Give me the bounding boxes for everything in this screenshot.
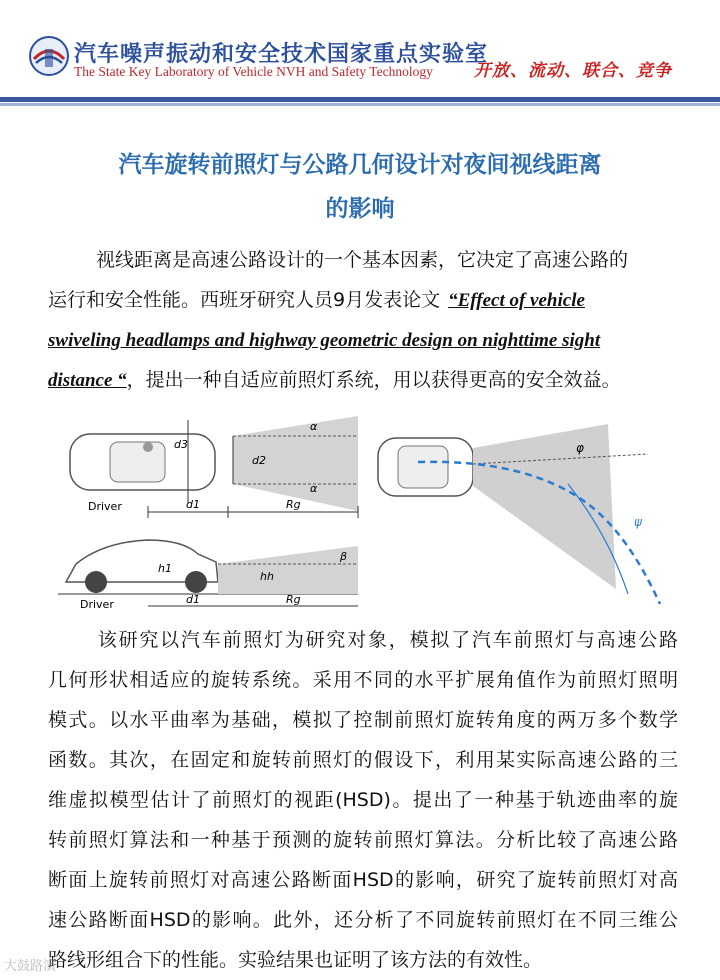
- method-line: 断面上旋转前照灯对高速公路断面HSD的影响，研究了旋转前照灯对高: [48, 869, 678, 891]
- intro-line4: ，提出一种自适应前照灯系统，用以获得更高的安全效益。: [126, 369, 621, 391]
- paper-title-part2: swiveling headlamps and highway geometric design on nighttime sight: [48, 330, 601, 351]
- label-driver-top: Driver: [88, 500, 122, 513]
- swivel-plan-view: [378, 424, 660, 604]
- page-header: [0, 0, 720, 106]
- intro-paragraph: [48, 240, 678, 400]
- intro-line1: 视线距离是高速公路设计的一个基本因素，它决定了高速公路的: [96, 249, 629, 271]
- label-driver-side: Driver: [80, 598, 114, 611]
- label-h1: h1: [158, 562, 172, 575]
- method-line: 维虚拟模型估计了前照灯的视距(HSD)。提出了一种基于轨迹曲率的旋: [48, 789, 678, 811]
- method-line: 几何形状相适应的旋转系统。采用不同的水平扩展角值作为前照灯照明: [48, 669, 678, 691]
- label-psi: ψ: [634, 515, 642, 529]
- header-divider-light: [0, 103, 720, 106]
- label-d1-side: d1: [186, 593, 200, 606]
- lab-logo-icon: [28, 35, 70, 77]
- lab-slogan: 开放、流动、联合、竞争: [474, 61, 672, 81]
- label-rg-side: Rg: [286, 593, 301, 606]
- beam-side-view: [218, 546, 358, 594]
- label-hh: hh: [260, 570, 274, 583]
- header-divider: [0, 97, 720, 102]
- method-line: 路线形组合下的性能。实验结果也证明了该方法的有效性。: [48, 949, 543, 971]
- watermark: 大鼓路演: [4, 959, 57, 974]
- label-d3: d3: [174, 438, 188, 451]
- lab-name-en: The State Key Laboratory of Vehicle NVH and Safety Technology: [74, 64, 433, 79]
- lab-name-cn: 汽车噪声振动和安全技术国家重点实验室: [74, 42, 489, 67]
- label-d2: d2: [252, 454, 266, 467]
- paper-title-part1: “Effect of vehicle: [448, 290, 585, 311]
- label-alpha-top: α: [310, 420, 318, 433]
- method-line: 函数。其次，在固定和旋转前照灯的假设下，利用某实际高速公路的三: [48, 749, 678, 771]
- driver-head-icon: [143, 442, 153, 452]
- label-phi: φ: [576, 441, 584, 455]
- method-line: 该研究以汽车前照灯为研究对象，模拟了汽车前照灯与高速公路: [96, 629, 678, 651]
- label-alpha-bottom: α: [310, 482, 318, 495]
- article-title-line1: 汽车旋转前照灯与公路几何设计对夜间视线距离: [118, 152, 602, 178]
- method-paragraph: [48, 620, 678, 980]
- method-line: 模式。以水平曲率为基础，模拟了控制前照灯旋转角度的两万多个数学: [48, 709, 678, 731]
- method-line: 速公路断面HSD的影响。此外，还分析了不同旋转前照灯在不同三维公: [48, 909, 678, 931]
- method-line: 转前照灯算法和一种基于预测的旋转前照灯算法。分析比较了高速公路: [48, 829, 678, 851]
- label-d1-top: d1: [186, 498, 200, 511]
- car-top-view: [70, 420, 215, 504]
- intro-line2: 运行和安全性能。西班牙研究人员9月发表论文: [48, 289, 441, 311]
- paper-title-part3: distance “: [48, 370, 127, 391]
- label-rg-top: Rg: [286, 498, 301, 511]
- headlamp-geometry-figure: [48, 414, 678, 619]
- article-title-line2: 的影响: [325, 196, 395, 222]
- label-beta: β: [340, 550, 348, 563]
